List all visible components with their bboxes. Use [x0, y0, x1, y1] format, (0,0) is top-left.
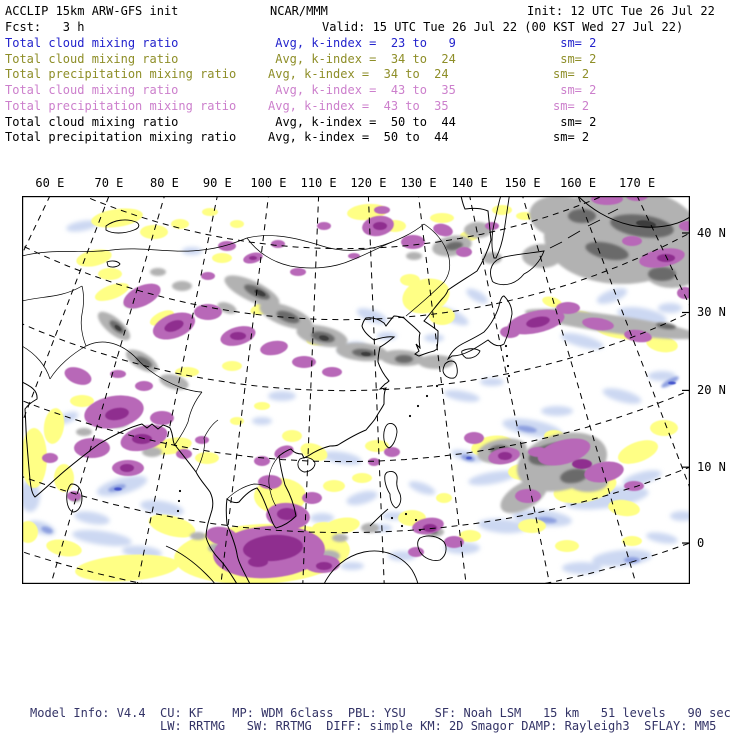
forecast-hour-label: Fcst: 3 h: [5, 20, 85, 34]
latitude-tick-label: 10 N: [697, 460, 726, 475]
longitude-tick-label: 140 E: [451, 176, 488, 190]
field-row: [0, 52, 740, 67]
field-name: Total cloud mixing ratio: [5, 114, 179, 129]
kindex-range: Avg, k-index = 50 to 44: [268, 114, 456, 129]
longitude-tick-label: 100 E: [250, 176, 287, 190]
smoothing-value: sm= 2: [553, 114, 597, 129]
latitude-tick-label: 40 N: [697, 225, 726, 240]
longitude-tick-label: 160 E: [559, 176, 597, 190]
longitude-tick-label: 120 E: [350, 176, 387, 190]
field-row: [0, 67, 740, 82]
field-name: Total precipitation mixing ratio: [5, 130, 237, 145]
kindex-range: Avg, k-index = 50 to 44: [268, 130, 449, 145]
org-label: NCAR/MMM: [270, 4, 328, 18]
field-row: [0, 99, 740, 114]
field-row: [0, 130, 740, 145]
field-row: [0, 83, 740, 98]
kindex-range: Avg, k-index = 34 to 24: [268, 51, 456, 66]
smoothing-value: sm= 2: [553, 98, 590, 113]
latitude-tick-label: 0: [697, 536, 705, 551]
kindex-range: Avg, k-index = 23 to 9: [268, 36, 456, 50]
plot-title: ACCLIP 15km ARW-GFS init: [5, 4, 179, 18]
latitude-tick-label: 20 N: [697, 383, 726, 398]
longitude-tick-label: 90 E: [202, 176, 232, 190]
valid-time-label: Valid: 15 UTC Tue 26 Jul 22 (00 KST Wed 27 Jul 22): [322, 20, 684, 34]
model-info-line1: Model Info: V4.4 CU: KF MP: WDM 6class PBL: YSU SF: Noah LSM 15 km 51 levels 90 sec: [30, 706, 731, 720]
longitude-tick-label: 80 E: [149, 176, 179, 190]
smoothing-value: sm= 2: [553, 130, 590, 145]
field-name: Total cloud mixing ratio: [5, 36, 179, 50]
kindex-range: Avg, k-index = 43 to 35: [268, 83, 456, 98]
longitude-tick-label: 60 E: [35, 176, 65, 190]
latitude-tick-label: 30 N: [697, 305, 726, 320]
kindex-range: Avg, k-index = 43 to 35: [268, 98, 449, 113]
field-row: [0, 115, 740, 130]
longitude-tick-label: 70 E: [94, 176, 124, 190]
field-name: Total cloud mixing ratio: [5, 51, 179, 66]
init-time-label: Init: 12 UTC Tue 26 Jul 22: [527, 4, 715, 18]
longitude-tick-label: 150 E: [504, 176, 541, 190]
field-name: Total cloud mixing ratio: [5, 83, 179, 98]
map-layers: [22, 196, 690, 584]
longitude-tick-label: 170 E: [619, 176, 656, 190]
model-info-line2: LW: RRTMG SW: RRTMG DIFF: simple KM: 2D Smagor DAMP: Rayleigh3 SFLAY: MM5: [30, 719, 717, 733]
longitude-tick-label: 110 E: [300, 176, 337, 190]
smoothing-value: sm= 2: [553, 51, 597, 66]
map-canvas: [22, 196, 690, 584]
kindex-range: Avg, k-index = 34 to 24: [268, 67, 449, 82]
smoothing-value: sm= 2: [553, 83, 597, 98]
smoothing-value: sm= 2: [553, 36, 597, 50]
smoothing-value: sm= 2: [553, 67, 590, 82]
field-row: [0, 36, 740, 51]
field-name: Total precipitation mixing ratio: [5, 67, 237, 82]
longitude-tick-label: 130 E: [400, 176, 437, 190]
field-name: Total precipitation mixing ratio: [5, 98, 237, 113]
